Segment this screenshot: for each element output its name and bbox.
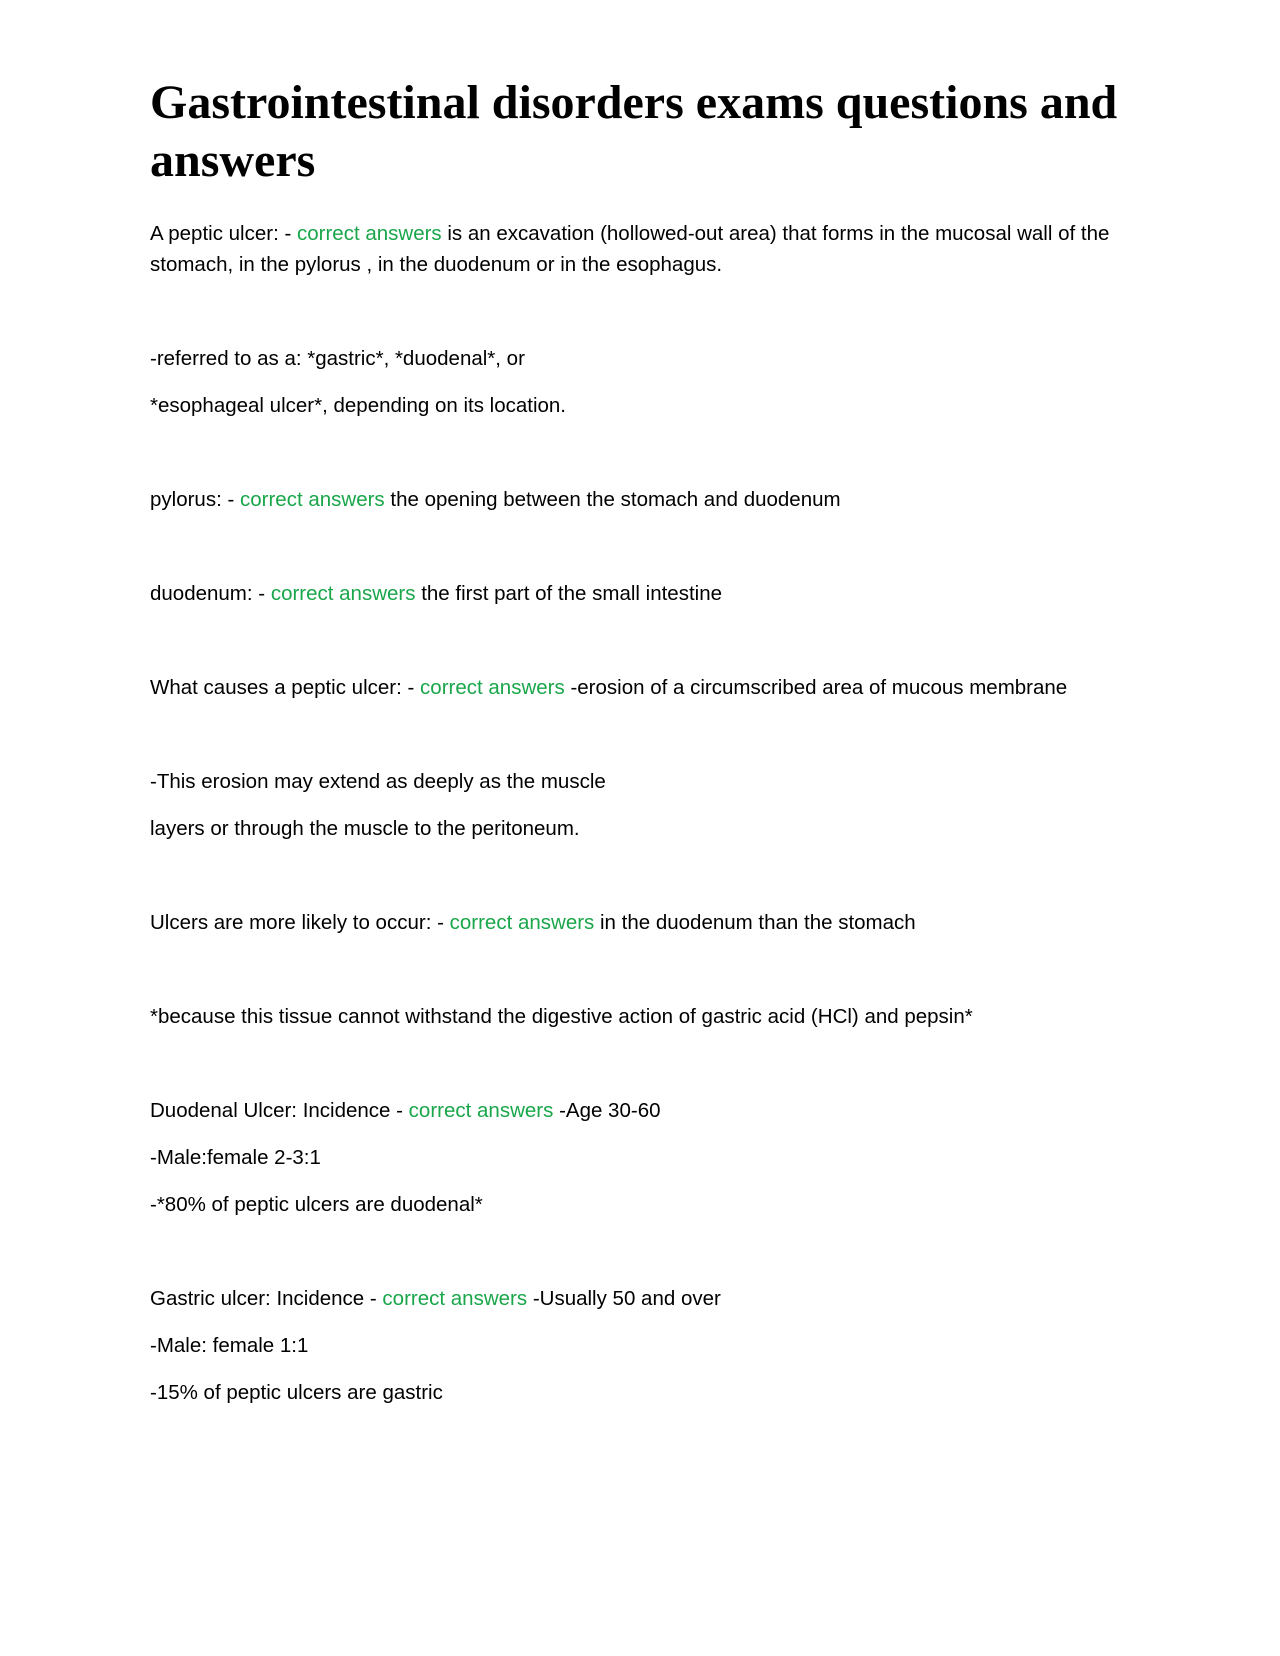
- question-text: What causes a peptic ulcer: -: [150, 676, 421, 699]
- question-text: A peptic ulcer: -: [150, 222, 297, 245]
- answer-text: -Usually 50 and over: [532, 1287, 721, 1310]
- answer-text: -Age 30-60: [559, 1099, 661, 1122]
- answer-text: is an excavation (hollowed-out area) that forms in the mucosal wall of the stomach, in the pylorus , in the duodenum or in the esophagus.: [150, 222, 1110, 276]
- qa-causes: [150, 672, 1130, 703]
- duodenal-incidence-line-3: -*80% of peptic ulcers are duodenal*: [150, 1193, 483, 1216]
- gastric-incidence-line-3: -15% of peptic ulcers are gastric: [150, 1381, 443, 1404]
- erosion-line-2: layers or through the muscle to the peritoneum.: [150, 817, 580, 840]
- correct-answers-label: correct answers: [420, 676, 565, 699]
- qa-likely: [150, 907, 1130, 938]
- referred-line-1: -referred to as a: *gastric*, *duodenal*, or: [150, 347, 525, 370]
- correct-answers-label: correct answers: [270, 582, 416, 605]
- correct-answers-label: correct answers: [296, 222, 442, 245]
- gastric-incidence-line-2: -Male: female 1:1: [150, 1334, 309, 1357]
- answer-text: the first part of the small intestine: [421, 582, 723, 605]
- page-title: Gastrointestinal disorders exams questions and answers: [150, 76, 1118, 187]
- qa-peptic-ulcer: [150, 218, 1130, 280]
- question-text: Duodenal Ulcer: Incidence -: [150, 1099, 409, 1122]
- answer-text: in the duodenum than the stomach: [600, 911, 916, 934]
- qa-duodenal-incidence: [150, 1095, 1130, 1126]
- question-text: pylorus: -: [150, 488, 240, 511]
- correct-answers-label: correct answers: [408, 1099, 554, 1122]
- qa-gastric-incidence: [150, 1283, 1130, 1314]
- question-text: duodenum: -: [150, 582, 271, 605]
- document-page: [150, 74, 1130, 1408]
- answer-text: the opening between the stomach and duodenum: [390, 488, 841, 511]
- answer-text: -erosion of a circumscribed area of mucous membrane: [570, 676, 1068, 699]
- referred-line-2: *esophageal ulcer*, depending on its location.: [150, 394, 566, 417]
- erosion-line-1: -This erosion may extend as deeply as the muscle: [150, 770, 606, 793]
- question-text: Ulcers are more likely to occur: -: [150, 911, 450, 934]
- question-text: Gastric ulcer: Incidence -: [150, 1287, 383, 1310]
- correct-answers-label: correct answers: [449, 911, 595, 934]
- correct-answers-label: correct answers: [382, 1287, 528, 1310]
- qa-pylorus: [150, 484, 1130, 515]
- because-note: *because this tissue cannot withstand the digestive action of gastric acid (HCl) and pepsin*: [150, 1005, 973, 1028]
- correct-answers-label: correct answers: [240, 488, 385, 511]
- duodenal-incidence-line-2: -Male:female 2-3:1: [150, 1146, 321, 1169]
- qa-duodenum: [150, 578, 1130, 609]
